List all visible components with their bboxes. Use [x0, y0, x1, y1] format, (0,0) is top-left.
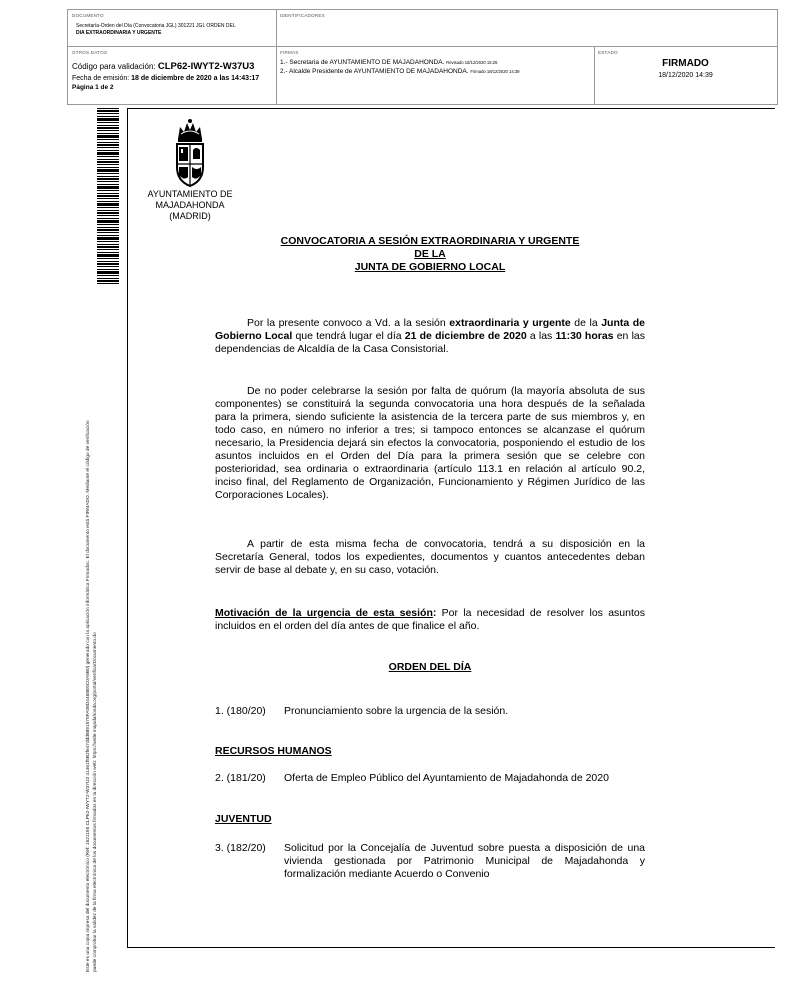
- page-border-left: [127, 108, 128, 948]
- para1-text-2: de la: [570, 317, 602, 329]
- section-heading-juventud: JUVENTUD: [215, 813, 272, 825]
- para1-date: 21 de diciembre de 2020: [404, 330, 527, 342]
- title-line-2: DE LA: [414, 248, 446, 260]
- otros-datos-cell: [68, 47, 277, 104]
- urgency-label: Motivación de la urgencia de esta sesión: [215, 607, 433, 619]
- barcode: [97, 108, 119, 284]
- council-line-2: MAJADAHONDA: [155, 200, 225, 210]
- para1-text-4: a las: [526, 330, 556, 342]
- signature-1-text: 1.- Secretaria de AYUNTAMIENTO DE MAJADAHONDA.: [280, 59, 445, 66]
- title-line-3: JUNTA DE GOBIERNO LOCAL: [354, 261, 506, 273]
- header-row-details: [68, 47, 777, 104]
- page-indicator: Página 1 de 2: [72, 84, 114, 91]
- agenda-item-text: Solicitud por la Concejalía de Juventud sobre puesta a disposición de una vivienda gestionada por Patrimonio Municipal de Majadahonda y formalización mediante Acuerdo o Convenio: [284, 842, 645, 880]
- signature-1-status: Revisado 18/12/2020 15:25: [446, 60, 498, 65]
- signature-2: [280, 68, 520, 75]
- header-row-document: [68, 10, 777, 47]
- agenda-item-text: Oferta de Empleo Público del Ayuntamiento de Majadahonda de 2020: [284, 772, 609, 784]
- documento-line-1: Secretaría-Orden del Día (Convocatoria JGL) 301221 JGL ORDEN DEL: [76, 23, 236, 29]
- documento-cell: [68, 10, 277, 46]
- agenda-item-number: 2. (181/20): [215, 772, 266, 784]
- documento-text: [76, 23, 261, 37]
- urgency-text: Por la necesidad de resolver los asuntos incluidos en el orden del día antes de que finalice el año.: [215, 607, 645, 632]
- agenda-item-number: 1. (180/20): [215, 705, 266, 717]
- para1-body: Junta de Gobierno Local: [215, 317, 645, 342]
- urgency-colon: :: [432, 607, 437, 619]
- paragraph-urgency: [215, 607, 645, 633]
- status-date: 18/12/2020 14:39: [658, 72, 713, 79]
- agenda-item-text: Pronunciamiento sobre la urgencia de la sesión.: [284, 705, 509, 717]
- identificadores-label: IDENTIFICADORES: [280, 13, 325, 18]
- signature-2-text: 2.- Alcalde Presidente de AYUNTAMIENTO DE MAJADAHONDA.: [280, 68, 469, 75]
- para2-text: De no poder celebrarse la sesión por falta de quórum (la mayoría absoluta de sus componentes) se constituirá la segunda convocatoria una hora después de la señalada para la primera, siendo suficiente la asistencia de la tercera parte de sus miembros y, en todo caso, en número no inferior a tres; si tampoco entonces se alcanzase el quórum necesario, la Presidencia dejará sin efectos la convocatoria, posponiendo el estudio de los asuntos incluidos en el Orden del Día para la primera sesión que se celebre con posterioridad, sea ordinaria o extraordinaria (artículo 113.1 en relación al artículo 90.2, inciso final, del Reglamento de Organización, Funcionamiento y Régimen Jurídico de las Corporaciones Locales).: [215, 385, 645, 501]
- firmas-label: FIRMAS: [280, 50, 299, 55]
- validation-code-value: CLP62-IWYT2-W37U3: [157, 61, 255, 72]
- council-line-1: AYUNTAMIENTO DE: [147, 189, 233, 199]
- page-border-top: [127, 108, 775, 109]
- firmas-cell: [276, 47, 595, 104]
- emission-date: [72, 75, 259, 82]
- validation-header: [67, 9, 778, 105]
- page-border-bottom: [127, 947, 775, 948]
- paragraph-convocation: [215, 317, 645, 356]
- signature-2-status: Firmado 18/12/2020 14:39: [470, 69, 520, 74]
- emission-date-value: 18 de diciembre de 2020 a las 14:43:17: [131, 75, 260, 82]
- signature-1: [280, 59, 497, 66]
- emission-date-label: Fecha de emisión:: [72, 75, 132, 82]
- identificadores-cell: [276, 10, 777, 46]
- paragraph-documentation: [215, 538, 645, 577]
- para1-text-1: Por la presente convoco a Vd. a la sesión: [247, 317, 450, 329]
- estado-cell: [594, 47, 777, 104]
- council-line-3: (MADRID): [169, 211, 211, 221]
- estado-label: ESTADO: [598, 50, 618, 55]
- section-heading-rrhh: RECURSOS HUMANOS: [215, 745, 332, 757]
- para1-time: 11:30 horas: [555, 330, 614, 342]
- side-text-line-1: Este es una copia impresa del documento electrónico (Ref: 1621155 CLP62-IWYT2-W37U3 41461f5B2fe47ddd8891575FA08D4468E5C0A9B0) generado con la aplicación informática Firmadoc. El documento está FIRMADO. Mediante el código de verificación: [86, 420, 91, 972]
- status-badge: FIRMADO: [662, 58, 709, 69]
- coat-of-arms-icon: [172, 117, 208, 189]
- side-text-line-2: puede comprobar la validez de la firma electrónica de los documentos firmados en la dirección web: https://sede.majadahonda.org/portal/verificarDocumento.do: [93, 632, 98, 972]
- para1-text-3: que tendrá lugar el día: [292, 330, 405, 342]
- documento-line-2: DIA EXTRAORDINARIA Y URGENTE: [76, 30, 162, 36]
- council-name: [135, 189, 245, 222]
- documento-label: DOCUMENTO: [72, 13, 104, 18]
- para1-session-type: extraordinaria y urgente: [449, 317, 571, 329]
- agenda-title: ORDEN DEL DÍA: [388, 661, 472, 673]
- verification-side-text: [85, 282, 101, 972]
- document-title: [215, 235, 645, 274]
- otros-datos-label: OTROS DATOS: [72, 50, 108, 55]
- validation-code: [72, 61, 254, 72]
- para3-text: A partir de esta misma fecha de convocatoria, tendrá a su disposición en la Secretaría General, todos los expedientes, documentos y cuantos antecedentes deban servir de base al debate y, en su caso, votación.: [215, 538, 645, 576]
- paragraph-quorum: [215, 385, 645, 502]
- validation-code-label: Código para validación:: [72, 62, 158, 71]
- title-line-1: CONVOCATORIA A SESIÓN EXTRAORDINARIA Y URGENTE: [280, 235, 580, 247]
- agenda-item-number: 3. (182/20): [215, 842, 266, 854]
- para1-text-5: en las dependencias de Alcaldía de la Casa Consistorial.: [215, 330, 645, 355]
